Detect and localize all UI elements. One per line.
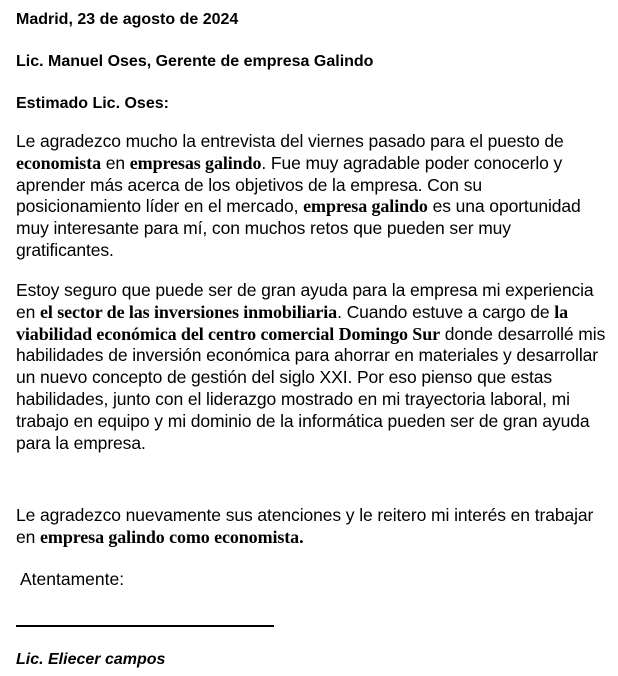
p2-bold-project: la viabilidad económica del centro comercial Domingo Sur	[16, 301, 569, 344]
letter-salutation: Estimado Lic. Oses:	[16, 95, 169, 112]
signer-name: Lic. Eliecer campos	[16, 651, 166, 668]
letter-recipient: Lic. Manuel Oses, Gerente de empresa Galindo	[16, 53, 374, 70]
p3-bold-role: empresa galindo como economista.	[40, 526, 304, 547]
p2-text-2: . Cuando estuve a cargo de	[337, 301, 555, 322]
paragraph-interview-thanks	[16, 131, 611, 262]
p2-text-3: donde desarrollé mis habilidades de inversión económica para ahorrar en materiales y desarrollar un nuevo concepto de gestión del siglo XXI. Por eso pienso que estas habilidades, junto con el liderazgo mostrado en mi trayectoria laboral, mi trabajo en equipo y mi dominio de la informática pueden ser de gran ayuda para la empresa.	[16, 323, 606, 453]
p1-bold-company: empresas galindo	[129, 152, 262, 173]
paragraph-experience	[16, 280, 611, 454]
p2-text-1: Estoy seguro que puede ser de gran ayuda para la empresa mi experiencia en	[16, 280, 594, 322]
p1-text-4: es una oportunidad muy interesante para mí, con muchos retos que pueden ser muy gratificantes.	[16, 196, 581, 260]
p1-text-2: en	[100, 152, 130, 173]
p1-bold-company-2: empresa galindo	[303, 196, 428, 217]
p1-text-3: . Fue muy agradable poder conocerlo y aprender más acerca de los objetivos de la empresa. Con su posicionamiento líder en el mercado,	[16, 152, 563, 217]
p1-text-1: Le agradezco mucho la entrevista del viernes pasado para el puesto de	[16, 131, 564, 151]
paragraph-closing-thanks	[16, 505, 611, 549]
signature-line	[16, 625, 274, 627]
letter-date: Madrid, 23 de agosto de 2024	[16, 11, 239, 28]
p1-bold-position: economista	[16, 152, 101, 173]
p2-bold-sector: el sector de las inversiones inmobiliaria	[40, 301, 338, 322]
p3-text-1: Le agradezco nuevamente sus atenciones y le reitero mi interés en trabajar en	[16, 505, 594, 547]
letter-closing: Atentamente:	[20, 569, 125, 589]
